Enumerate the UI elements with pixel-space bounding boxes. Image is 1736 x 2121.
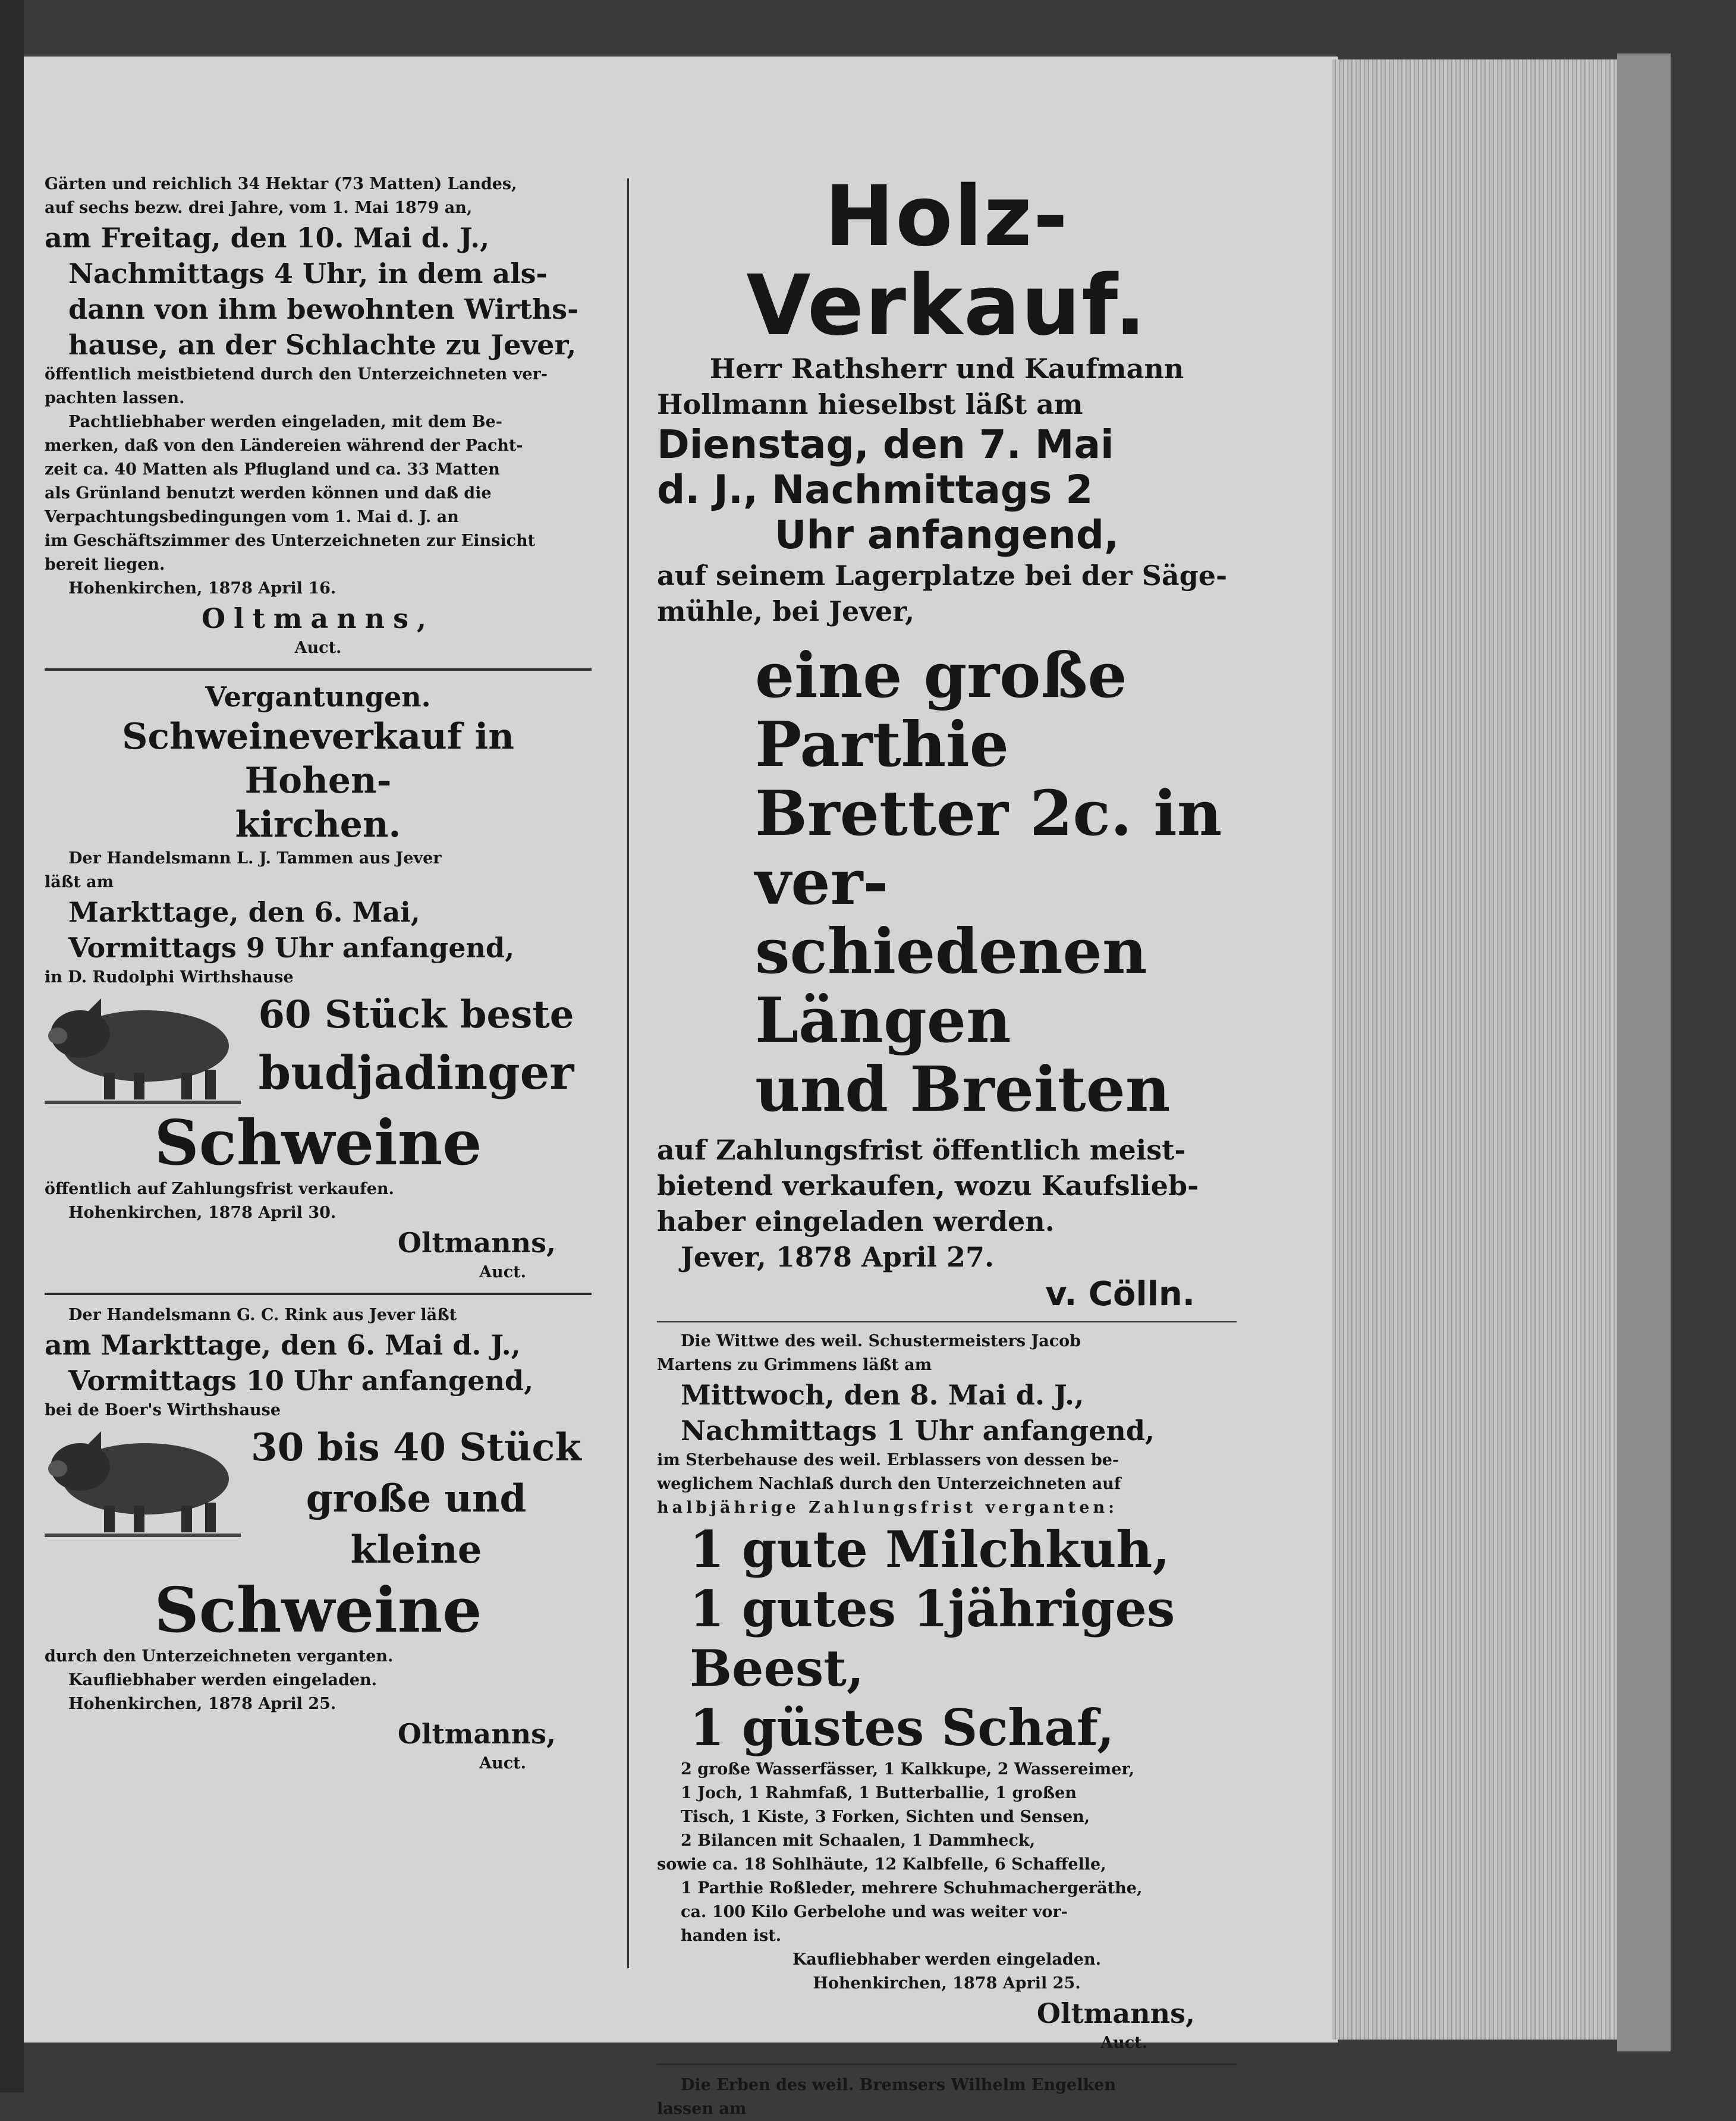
list-line: ca. 100 Kilo Gerbelohe und was weiter vor-	[681, 1903, 1068, 1921]
text-line: im Geschäftszimmer des Unterzeichneten zur Einsicht	[45, 532, 536, 550]
text-line: mühle, bei Jever,	[657, 595, 915, 627]
text-line: bereit liegen.	[45, 555, 165, 574]
background-left-page-edge	[0, 0, 24, 2092]
headline: Schweineverkauf in Hohen-	[122, 716, 514, 802]
text-line: läßt am	[45, 873, 114, 891]
signature: Oltmanns,	[201, 602, 435, 634]
advertisement-pig-sale-1	[45, 679, 592, 1284]
divider	[45, 1293, 592, 1295]
text-line: Pachtliebhaber werden eingeladen, mit dem Be-	[68, 413, 503, 431]
item-count: 60 Stück beste	[258, 992, 574, 1037]
place-date: Hohenkirchen, 1878 April 30.	[68, 1204, 336, 1222]
signature-title: Auct.	[1100, 2034, 1147, 2052]
text-line: im Sterbehause des weil. Erblassers von dessen be-	[657, 1451, 1119, 1469]
advertisement-land-lease	[45, 172, 592, 660]
item-block	[657, 641, 1237, 1124]
list-line: handen ist.	[681, 1927, 782, 1945]
list-line: 2 Bilancen mit Schaalen, 1 Dammheck,	[681, 1831, 1036, 1850]
signature: v. Cölln.	[1045, 1275, 1195, 1314]
column-separator	[627, 178, 629, 1968]
text-line: Verpachtungsbedingungen vom 1. Mai d. J. an	[45, 508, 459, 526]
text-line: Die Wittwe des weil. Schustermeisters Jacob	[681, 1332, 1081, 1350]
closing-text: Kaufliebhaber werden eingeladen.	[68, 1671, 378, 1689]
text-line: auf seinem Lagerplatze bei der Säge-	[657, 560, 1228, 592]
place-date: Hohenkirchen, 1878 April 25.	[68, 1695, 336, 1713]
item-huge: schiedenen Längen	[755, 915, 1147, 1057]
signature-title: Auct.	[479, 1263, 526, 1281]
advertisement-estate-auction	[657, 1330, 1237, 2055]
item-desc: budjadinger	[258, 1046, 574, 1100]
item-huge: Schweine	[154, 1106, 482, 1179]
book-page-stack	[1332, 59, 1617, 2040]
signature: Oltmanns,	[397, 1227, 556, 1259]
divider	[45, 668, 592, 671]
pig-illustration-icon	[45, 1422, 241, 1541]
text-line: Hollmann hieselbst läßt am	[657, 388, 1083, 420]
date-line: Mittwoch, den 8. Mai d. J.,	[681, 1379, 1084, 1411]
pig-block	[45, 989, 592, 1108]
list-line: 1 Joch, 1 Rahmfaß, 1 Butterballie, 1 großen	[681, 1784, 1077, 1802]
item-huge: eine große Parthie	[755, 639, 1127, 781]
item-count: 30 bis 40 Stück	[251, 1425, 581, 1470]
date-line: am Freitag, den 10. Mai d. J.,	[45, 222, 490, 254]
right-column	[657, 168, 1237, 2121]
text-line: Der Handelsmann L. J. Tammen aus Jever	[68, 849, 442, 868]
item-huge: Bretter 2c. in ver-	[755, 777, 1222, 919]
text-line: Gärten und reichlich 34 Hektar (73 Matten) Landes,	[45, 175, 517, 193]
pig-illustration-icon	[45, 989, 241, 1108]
divider	[657, 1321, 1237, 1322]
headline: Holz-Verkauf.	[746, 168, 1147, 354]
list-line: Kaufliebhaber werden eingeladen.	[792, 1950, 1102, 1969]
signature-title: Auct.	[479, 1754, 526, 1773]
list-line: sowie ca. 18 Sohlhäute, 12 Kalbfelle, 6 Schaffelle,	[657, 1855, 1106, 1874]
item-huge: 1 güstes Schaf,	[690, 1698, 1115, 1757]
text-line: Herr Rathsherr und Kaufmann	[709, 353, 1184, 385]
closing-text: durch den Unterzeichneten verganten.	[45, 1647, 394, 1666]
text-line: auf sechs bezw. drei Jahre, vom 1. Mai 1879 an,	[45, 199, 473, 217]
text-line: öffentlich meistbietend durch den Unterzeichneten ver-	[45, 365, 548, 384]
date-line: am Markttage, den 6. Mai d. J.,	[45, 1329, 521, 1361]
item-block	[657, 1520, 1237, 1758]
date-line: hause, an der Schlachte zu Jever,	[68, 329, 577, 361]
advertisement-pig-sale-2	[45, 1303, 592, 1776]
text-line: lassen am	[657, 2100, 747, 2118]
signature: Oltmanns,	[1036, 1997, 1195, 2029]
location: in D. Rudolphi Wirthshause	[45, 968, 294, 986]
date-line: Uhr anfangend,	[774, 512, 1119, 558]
text-line: merken, daß von den Ländereien während der Pacht-	[45, 436, 523, 455]
text-line: weglichem Nachlaß durch den Unterzeichneten auf	[657, 1475, 1121, 1493]
date-line: Dienstag, den 7. Mai	[657, 422, 1114, 467]
closing-text: bietend verkaufen, wozu Kaufslieb-	[657, 1170, 1199, 1202]
text-line: Der Handelsmann G. C. Rink aus Jever läßt	[68, 1306, 457, 1324]
signature-title: Auct.	[294, 639, 342, 657]
signature: Oltmanns,	[397, 1718, 556, 1750]
place-date: Jever, 1878 April 27.	[681, 1241, 995, 1273]
item-huge: und Breiten	[755, 1052, 1171, 1126]
date-line: d. J., Nachmittags 2	[657, 467, 1093, 513]
text-line: als Grünland benutzt werden können und daß die	[45, 484, 492, 502]
item-huge: 1 gute Milchkuh,	[690, 1520, 1170, 1579]
advertisement-wood-sale	[657, 168, 1237, 1314]
book-cover-edge	[1617, 54, 1671, 2051]
advertisement-heirs	[657, 2073, 1237, 2121]
headline: kirchen.	[235, 804, 401, 846]
section-header: Vergantungen.	[205, 681, 431, 713]
place-date: Hohenkirchen, 1878 April 16.	[68, 579, 336, 598]
list-line: 2 große Wasserfässer, 1 Kalkkupe, 2 Wassereimer,	[681, 1760, 1135, 1779]
item-huge: Schweine	[154, 1573, 482, 1646]
closing-text: öffentlich auf Zahlungsfrist verkaufen.	[45, 1180, 394, 1198]
place-date: Hohenkirchen, 1878 April 25.	[813, 1974, 1081, 1993]
date-line: Vormittags 9 Uhr anfangend,	[68, 932, 515, 964]
item-huge: 1 gutes 1jähriges Beest,	[690, 1579, 1175, 1698]
left-column	[45, 172, 592, 1776]
text-line: Die Erben des weil. Bremsers Wilhelm Engelken	[681, 2076, 1116, 2094]
date-line: dann von ihm bewohnten Wirths-	[68, 293, 579, 325]
location: bei de Boer's Wirthshause	[45, 1401, 281, 1419]
date-line: Nachmittags 4 Uhr, in dem als-	[68, 257, 548, 290]
date-line: Nachmittags 1 Uhr anfangend,	[681, 1415, 1155, 1447]
text-line: Martens zu Grimmens läßt am	[657, 1356, 932, 1374]
pig-block	[45, 1422, 592, 1576]
date-line: Vormittags 10 Uhr anfangend,	[68, 1365, 534, 1397]
text-line: pachten lassen.	[45, 389, 185, 407]
closing-text: auf Zahlungsfrist öffentlich meist-	[657, 1134, 1186, 1166]
list-line: Tisch, 1 Kiste, 3 Forken, Sichten und Sensen,	[681, 1808, 1090, 1826]
text-line: zeit ca. 40 Matten als Pflugland und ca. 33 Matten	[45, 460, 500, 479]
item-desc: große und kleine	[306, 1476, 527, 1572]
closing-text: haber eingeladen werden.	[657, 1205, 1055, 1237]
text-line: halbjährige Zahlungsfrist verganten:	[657, 1498, 1118, 1517]
divider	[657, 2063, 1237, 2065]
list-line: 1 Parthie Roßleder, mehrere Schuhmachergeräthe,	[681, 1879, 1143, 1897]
date-line: Markttage, den 6. Mai,	[68, 896, 420, 928]
